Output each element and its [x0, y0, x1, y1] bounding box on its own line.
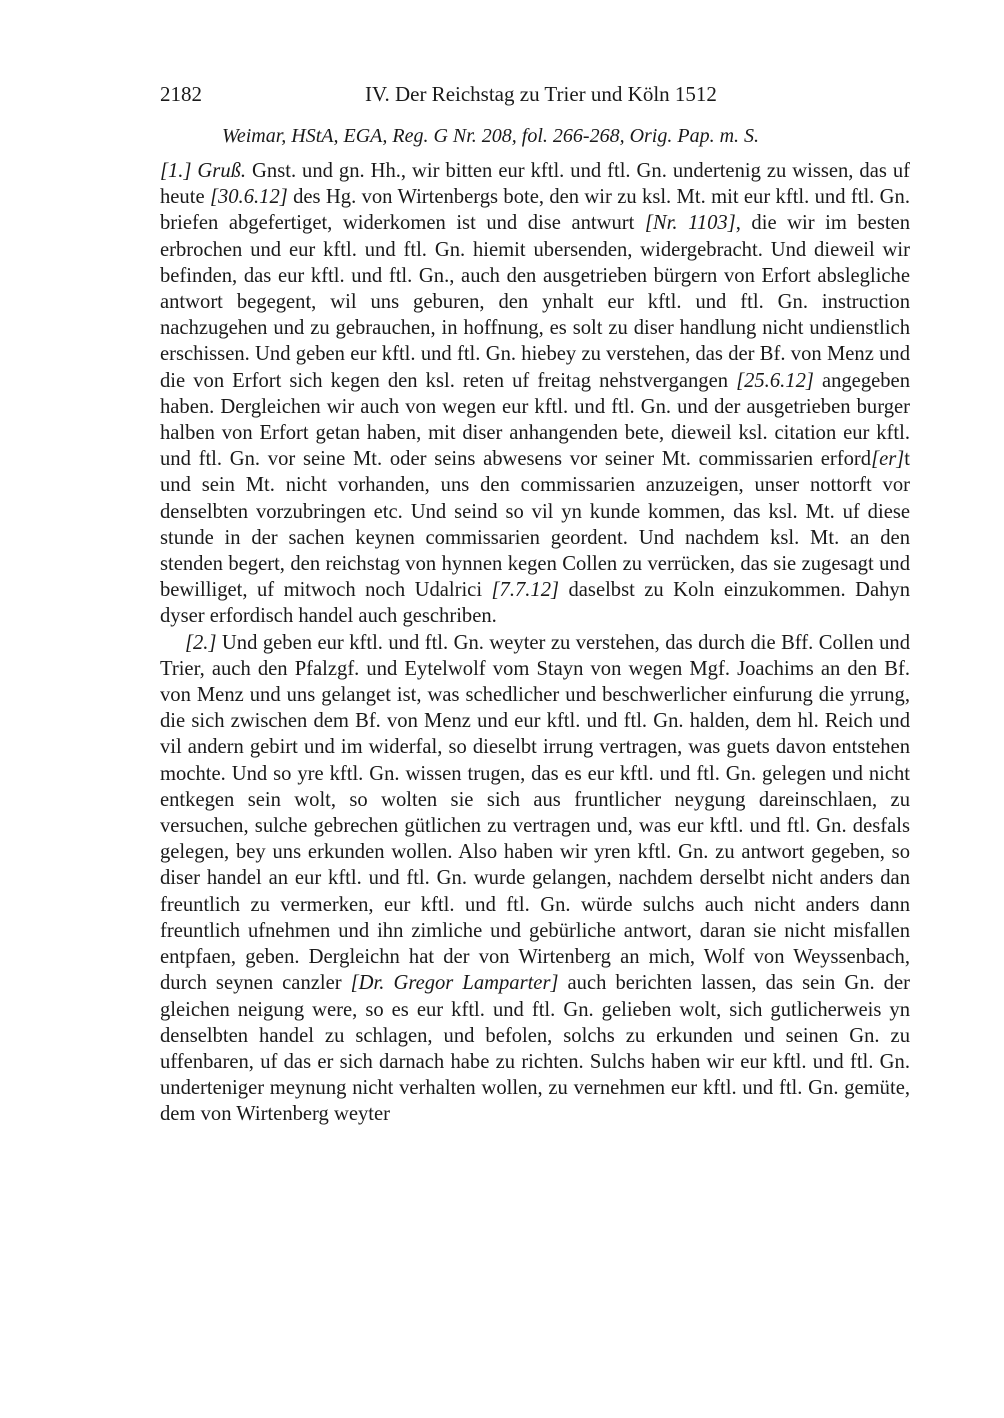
paragraph-2	[160, 630, 910, 1128]
body-text	[160, 158, 910, 1128]
editorial-reference: [Nr. 1103]	[644, 212, 736, 235]
editorial-date: [30.6.12]	[209, 186, 288, 209]
text-run: des Hg. von Wirtenbergs bote, den wir zu ksl. Mt. mit eur kftl. und ftl. Gn. briefen abgefertiget, widerkomen ist und dise antwurt	[160, 186, 910, 235]
text-run: auch berichten lassen, das sein Gn. der gleichen neigung were, so es eur kftl. und ftl. Gn. gelieben wolt, sich gutlicherweis yn denselbten handel zu schlagen, und befolen, solchs zu erkunden und seinen Gn. zu uffenbaren, uf das er sich darnach habe zu richten. Sulchs haben wir eur kftl. und ftl. Gn. underteniger meynung nicht verhalten wollen, zu vernehmen eur kftl. und ftl. Gn. gemüte, dem von Wirtenberg weyter	[160, 972, 910, 1126]
page-number: 2182	[160, 82, 202, 106]
text-run: Und geben eur kftl. und ftl. Gn. weyter zu verstehen, das durch die Bff. Collen und Trier, auch den Pfalzgf. und Eytelwolf vom Stayn von wegen Mgf. Joachims an den Bf. von Menz und uns gelanget ist, was schedlicher und beschwerlicher einfurung die yrrung, die sich zwischen dem Bf. von Menz und eur kftl. und ftl. Gn. halden, dem hl. Reich und vil andern gebirt und im widerfal, so dieselbt irrung vertragen, was guets davon entstehen mochte. Und so yre kftl. Gn. wissen trugen, das es eur kftl. und ftl. Gn. gelegen und nicht entkegen sein wolt, so wolten sie sich aus fruntlicher neygung dareinschlaen, zu versuchen, sulche gebrechen gütlichen zu vertragen und, was eur kftl. und ftl. Gn. desfals gelegen, bey uns erkunden wollen. Also haben wir yren kftl. Gn. zu antwort gegeben, so diser handel an eur kftl. und ftl. Gn. wurde gelangen, nachdem derselbt nicht anders dan freuntlich zu vermerken, eur kftl. und ftl. Gn. würde sulchs auch nicht anders dann freuntlich ufnehmen und ihn zimliche und gebürliche antwort, daran sie nicht misfallen entpfaen, geben. Dergleichn hat der von Wirtenberg an mich, Wolf von Weyssenbach, durch seynen canzler	[160, 631, 910, 995]
running-title: IV. Der Reichstag zu Trier und Köln 1512	[365, 82, 717, 106]
text-run: , die wir im besten erbrochen und eur kftl. und ftl. Gn. hiemit ubersenden, widergebracht. Und dieweil wir befinden, das eur kftl. und ftl. Gn., auch den ausgetrieben bürgern von Erfort abslegliche antwort begegent, wil uns geburen, den ynhalt eur kftl. und ftl. Gn. instruction nachzugehen und zu gebrauchen, in hoffnung, es solt zu diser handlung nicht undienstlich erschissen. Und geben eur kftl. und ftl. Gn. hiebey zu verstehen, das der Bf. von Menz und die von Erfort sich kegen den ksl. reten uf freitag nehstvergangen	[160, 212, 910, 392]
editorial-name: [Dr. Gregor Lamparter]	[350, 972, 559, 995]
source-citation: Weimar, HStA, EGA, Reg. G Nr. 208, fol. 266-268, Orig. Pap. m. S.	[222, 125, 760, 147]
editorial-date: [7.7.12]	[491, 579, 560, 602]
text-run: Gnst. und gn. Hh., wir bitten eur kftl. und ftl. Gn. undertenig zu wissen, das uf heute	[160, 160, 910, 209]
running-head	[160, 80, 910, 108]
editorial-date: [25.6.12]	[736, 369, 814, 392]
text-run: daselbst zu Koln einzukommen. Dahyn dyser erfordisch handel auch geschriben.	[160, 579, 910, 628]
section-marker: [2.]	[185, 631, 217, 654]
text-run: angegeben haben. Dergleichen wir auch von wegen eur kftl. und ftl. Gn. und der ausgetrieben burger halben von Erfort getan haben, mit diser anhangenden bete, dieweil ksl. citation eur kftl. und ftl. Gn. vor seine Mt. oder seins abwesens vor seiner Mt. commissarien erford	[160, 369, 910, 471]
editorial-insertion: [er]	[871, 448, 905, 471]
section-marker: [1.] Gruß.	[160, 160, 247, 182]
text-run: t und sein Mt. nicht vorhanden, uns den commissarien anzuzeigen, unser nottorft vor denselbten vorzubringen etc. Und seind so vil yn kunde kommen, das ksl. Mt. uf diese stunde in der sachen keynen commissarien geordent. Und nachdem ksl. Mt. an den stenden begert, den reichstag von hynnen kegen Collen zu verrücken, das sie zugesagt und bewilliget, uf mitwoch noch Udalrici	[160, 448, 910, 602]
paragraph-1	[160, 158, 910, 630]
